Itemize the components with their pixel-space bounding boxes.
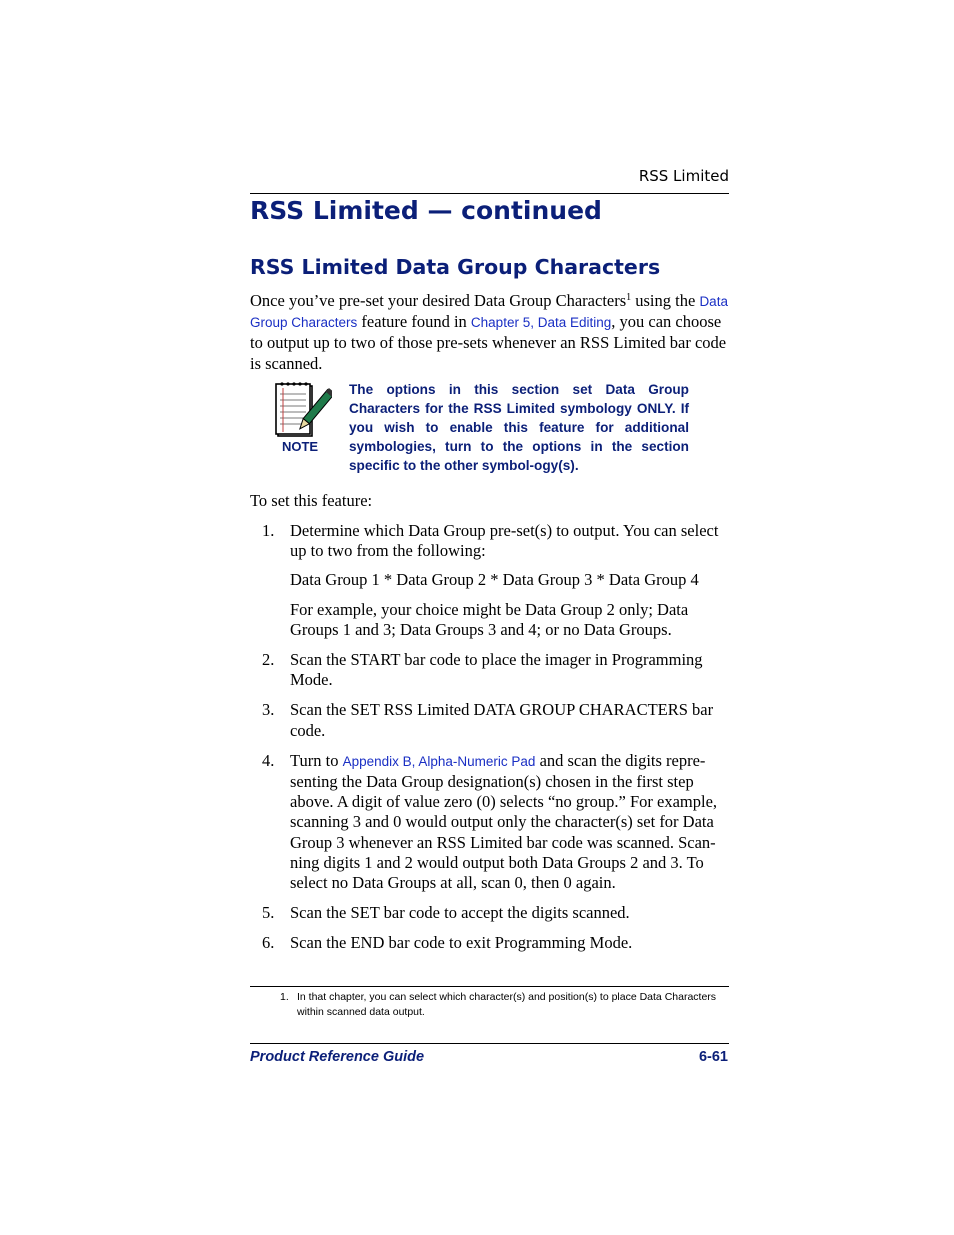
note-text: The options in this section set Data Group Characters for the RSS Limited symbology ONLY. If you wish to enable this feature for additional symbologies, turn to the options in the section specific to the other symbol-ogy(s). bbox=[349, 382, 689, 473]
link-chapter-5[interactable]: Chapter 5, Data Editing bbox=[470, 315, 612, 331]
page-number: 6-61 bbox=[698, 1049, 728, 1065]
set-feature-text: To set this feature: bbox=[250, 491, 373, 510]
list-item bbox=[262, 903, 732, 923]
step-text: Scan the SET RSS Limited DATA GROUP CHARACTERS bar code. bbox=[290, 700, 714, 740]
intro-paragraph bbox=[250, 291, 730, 374]
note-pad-pen-icon bbox=[274, 382, 332, 442]
page-title: RSS Limited — continued bbox=[250, 196, 602, 225]
footnote-ref[interactable]: 1 bbox=[626, 292, 632, 303]
running-header: RSS Limited bbox=[638, 167, 729, 185]
step-example: For example, your choice might be Data Group 2 only; Data Groups 1 and 3; Data Groups 3 and 4; or no Data Groups. bbox=[290, 599, 689, 639]
step-number: 5. bbox=[262, 903, 275, 923]
step-number: 2. bbox=[262, 650, 275, 670]
step-number: 3. bbox=[262, 700, 275, 720]
step-number: 6. bbox=[262, 933, 275, 953]
link-data-group-characters[interactable]: Data Group Characters bbox=[250, 294, 728, 331]
list-item bbox=[262, 933, 732, 953]
note-label: NOTE bbox=[281, 439, 319, 454]
step-options: Data Group 1 * Data Group 2 * Data Group 3 * Data Group 4 bbox=[290, 570, 699, 590]
intro-text: , you can choose to output up to two of those pre-sets whenever an RSS Limited bar code is scanned. bbox=[250, 312, 727, 373]
link-appendix-b[interactable]: Appendix B, Alpha-Numeric Pad bbox=[342, 753, 536, 769]
step-text: Scan the END bar code to exit Programming Mode. bbox=[290, 933, 633, 953]
section-title: RSS Limited Data Group Characters bbox=[250, 255, 661, 279]
footer-guide-title: Product Reference Guide bbox=[250, 1049, 425, 1065]
footer-rule bbox=[250, 1043, 729, 1044]
header-rule bbox=[250, 193, 729, 194]
list-item bbox=[262, 700, 732, 740]
step-text-rest: and scan the digits repre-senting the Data Group designation(s) chosen in the first step above. A digit of value zero (0) selects “no group.” For example, scanning 3 and 0 would output only the character(s) set for Data Group 3 whenever an RSS Limited bar code was scanned. Scan-ning digits 1 and 2 would output both Data Groups 2 and 3. To select no Data Groups at all, scan 0, then 0 again. bbox=[290, 750, 718, 893]
intro-text: Once you’ve pre-set your desired Data Group Characters bbox=[250, 291, 627, 310]
footnote bbox=[280, 990, 720, 1020]
intro-text: feature found in bbox=[357, 312, 471, 332]
step-text: Determine which Data Group pre-set(s) to output. You can select up to two from the following: bbox=[290, 521, 719, 561]
step-text-pre: Turn to bbox=[290, 750, 343, 770]
steps-list bbox=[262, 521, 732, 964]
step-text bbox=[290, 751, 732, 893]
list-item bbox=[262, 521, 732, 640]
intro-text: using the bbox=[631, 291, 700, 310]
step-text: Scan the START bar code to place the imager in Programming Mode. bbox=[290, 650, 703, 690]
footnote-text: In that chapter, you can select which character(s) and position(s) to place Data Characters bbox=[297, 991, 717, 1003]
step-text: Scan the SET bar code to accept the digits scanned. bbox=[290, 903, 630, 923]
list-item bbox=[262, 751, 732, 893]
footnote-rule bbox=[250, 986, 729, 987]
list-item bbox=[262, 650, 732, 690]
footnote-text: within scanned data output. bbox=[297, 1006, 425, 1018]
footnote-number: 1. bbox=[280, 991, 289, 1003]
step-number: 1. bbox=[262, 521, 275, 540]
step-number: 4. bbox=[262, 750, 275, 770]
